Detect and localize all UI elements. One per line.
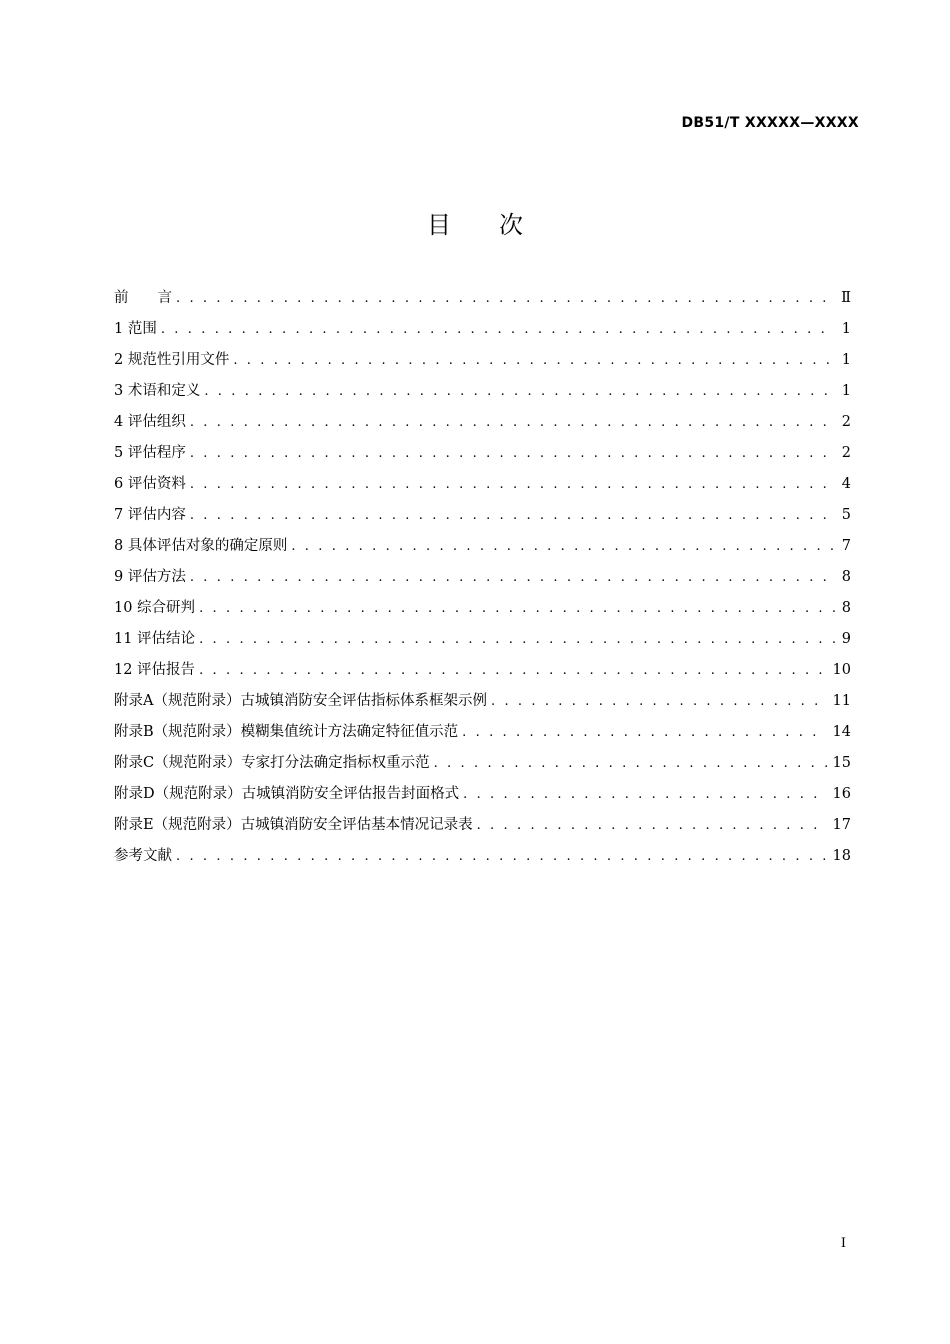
toc-entry-label: 10 综合研判 xyxy=(114,600,196,616)
toc-entry-comprehensive-analysis[interactable] xyxy=(114,596,851,627)
toc-entry-assessment-procedure[interactable] xyxy=(114,441,851,472)
toc-dot-leader xyxy=(434,752,827,776)
toc-entry-assessment-organization[interactable] xyxy=(114,410,851,441)
toc-dot-leader xyxy=(233,349,835,373)
toc-entry-assessment-report[interactable] xyxy=(114,658,851,689)
toc-entry-label: 5 评估程序 xyxy=(114,445,186,461)
toc-dot-leader xyxy=(462,721,826,745)
toc-dot-leader xyxy=(176,845,827,869)
toc-dot-leader xyxy=(190,442,835,466)
toc-entry-page: 1 xyxy=(841,321,851,337)
toc-entry-label: 附录B（规范附录）模糊集值统计方法确定特征值示范 xyxy=(114,724,459,740)
toc-dot-leader xyxy=(491,690,827,714)
toc-entry-bibliography[interactable] xyxy=(114,844,851,875)
table-of-contents xyxy=(114,286,851,875)
toc-entry-appendix-c[interactable] xyxy=(114,751,851,782)
toc-entry-page: 10 xyxy=(832,662,851,678)
toc-entry-label: 7 评估内容 xyxy=(114,507,186,523)
toc-dot-leader xyxy=(463,783,826,807)
toc-entry-scope[interactable] xyxy=(114,317,851,348)
toc-entry-label: 前 言 xyxy=(114,290,172,306)
toc-entry-label: 附录A（规范附录）古城镇消防安全评估指标体系框架示例 xyxy=(114,693,487,709)
toc-entry-appendix-d[interactable] xyxy=(114,782,851,813)
toc-entry-page: 5 xyxy=(841,507,851,523)
toc-entry-page: 1 xyxy=(841,352,851,368)
toc-entry-label: 8 具体评估对象的确定原则 xyxy=(114,538,288,554)
toc-dot-leader xyxy=(190,411,835,435)
toc-dot-leader xyxy=(204,380,835,404)
toc-entry-object-principles[interactable] xyxy=(114,534,851,565)
toc-entry-page: 2 xyxy=(841,445,851,461)
toc-entry-assessment-content[interactable] xyxy=(114,503,851,534)
toc-entry-page: 8 xyxy=(841,569,851,585)
toc-dot-leader xyxy=(190,473,835,497)
toc-entry-page: 7 xyxy=(841,538,851,554)
toc-entry-page: Ⅱ xyxy=(841,290,851,306)
toc-entry-page: 9 xyxy=(841,631,851,647)
toc-entry-appendix-a[interactable] xyxy=(114,689,851,720)
toc-entry-label: 参考文献 xyxy=(114,848,172,864)
toc-dot-leader xyxy=(176,287,835,311)
toc-dot-leader xyxy=(199,628,835,652)
toc-entry-assessment-materials[interactable] xyxy=(114,472,851,503)
toc-entry-assessment-methods[interactable] xyxy=(114,565,851,596)
toc-dot-leader xyxy=(477,814,827,838)
toc-entry-label: 3 术语和定义 xyxy=(114,383,201,399)
toc-entry-label: 9 评估方法 xyxy=(114,569,186,585)
document-code: DB51/T XXXXX—XXXX xyxy=(681,115,859,131)
toc-dot-leader xyxy=(291,535,835,559)
toc-entry-label: 附录C（规范附录）专家打分法确定指标权重示范 xyxy=(114,755,430,771)
toc-dot-leader xyxy=(190,566,835,590)
toc-dot-leader xyxy=(199,659,826,683)
toc-entry-page: 18 xyxy=(832,848,851,864)
toc-entry-label: 4 评估组织 xyxy=(114,414,186,430)
toc-entry-page: 1 xyxy=(841,383,851,399)
toc-entry-terms-definitions[interactable] xyxy=(114,379,851,410)
toc-entry-page: 11 xyxy=(832,693,851,709)
toc-entry-foreword[interactable] xyxy=(114,286,851,317)
toc-entry-page: 4 xyxy=(841,476,851,492)
toc-entry-assessment-conclusion[interactable] xyxy=(114,627,851,658)
toc-entry-label: 附录D（规范附录）古城镇消防安全评估报告封面格式 xyxy=(114,786,460,802)
toc-entry-label: 12 评估报告 xyxy=(114,662,196,678)
toc-entry-label: 11 评估结论 xyxy=(114,631,196,647)
toc-entry-page: 2 xyxy=(841,414,851,430)
toc-dot-leader xyxy=(161,318,835,342)
toc-entry-page: 14 xyxy=(832,724,851,740)
toc-dot-leader xyxy=(190,504,835,528)
toc-entry-page: 16 xyxy=(832,786,851,802)
toc-entry-normative-references[interactable] xyxy=(114,348,851,379)
toc-entry-label: 1 范围 xyxy=(114,321,157,337)
toc-entry-page: 8 xyxy=(841,600,851,616)
toc-entry-page: 15 xyxy=(832,755,851,771)
toc-entry-appendix-e[interactable] xyxy=(114,813,851,844)
toc-entry-label: 2 规范性引用文件 xyxy=(114,352,230,368)
toc-entry-appendix-b[interactable] xyxy=(114,720,851,751)
page-number: I xyxy=(840,1236,846,1251)
toc-entry-label: 附录E（规范附录）古城镇消防安全评估基本情况记录表 xyxy=(114,817,473,833)
toc-dot-leader xyxy=(199,597,835,621)
page-title: 目次 xyxy=(427,211,571,239)
toc-entry-label: 6 评估资料 xyxy=(114,476,186,492)
toc-entry-page: 17 xyxy=(832,817,851,833)
